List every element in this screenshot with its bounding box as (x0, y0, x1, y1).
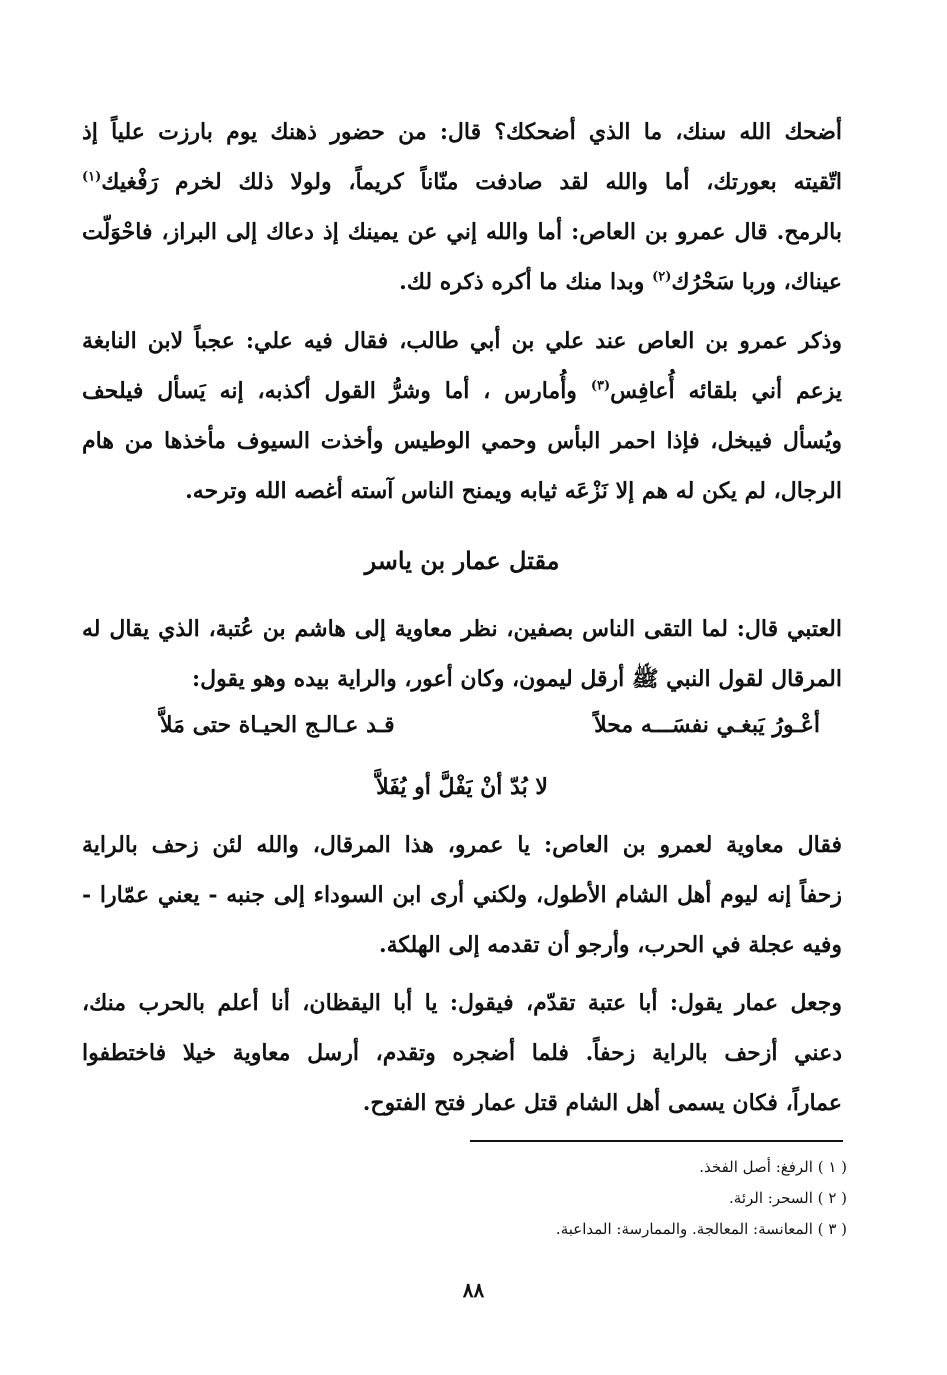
text-line: الرجال، لم يكن له هم إلا نَزْعَه ثيابه ويمنح الناس آسته أغصه الله وترحه. (185, 478, 842, 504)
text-line: عماراً، فكان يسمى أهل الشام قتل عمار فتح الفتوح. (362, 1090, 842, 1116)
text-line: وجعل عمار يقول: أبا عتبة تقدّم، فيقول: يا أبا اليقظان، أنا أعلم بالحرب منك، (82, 990, 842, 1016)
text-line: فقال معاوية لعمرو بن العاص: يا عمرو، هذا المرقال، والله لئن زحف بالراية (82, 832, 842, 858)
footnote: ( ١ ) الرفغ: أصل الفخذ. (699, 1158, 847, 1176)
text-line: أضحك الله سنك، ما الذي أضحكك؟ قال: من حضور ذهنك يوم بارزت علياً إذ (82, 119, 842, 145)
text-line: زحفاً إنه ليوم أهل الشام الأطول، ولكني أرى ابن السوداء إلى جنبه - يعني عمّارا - (82, 882, 842, 908)
text-line: المرقال لقول النبي ﷺ أرقل ليمون، وكان أعور، والراية بيده وهو يقول: (192, 666, 842, 692)
paragraph-4 (82, 820, 842, 970)
paragraph-2 (82, 316, 842, 516)
text-line: بالرمح. قال عمرو بن العاص: أما والله إني عن يمينك إذ دعاك إلى البراز، فاحْوَلّت (82, 219, 842, 245)
verse-hemistich: قـد عـالـج الحيـاة حتى مَلاَّ (160, 712, 395, 738)
text-line: وفيه عجلة في الحرب، وأرجو أن تقدمه إلى الهلكة. (378, 932, 842, 958)
text-line: عيناك، وربا سَحْرُك$^{(٢)}$ وبدا منك ما أكره ذكره لك. (399, 269, 842, 295)
text-line: وذكر عمرو بن العاص عند علي بن أبي طالب، فقال فيه علي: عجباً لابن النابغة (82, 328, 842, 354)
footnote: ( ٢ ) السحر: الرئة. (729, 1189, 847, 1207)
page-number: ٨٨ (462, 1278, 485, 1302)
footnote-marker: (٢) (652, 269, 672, 285)
footnotes (82, 1152, 847, 1245)
text-line: اتّقيته بعورتك، أما والله لقد صادفت منّاناً كريماً، ولولا ذلك لخرم رَفْغيك$^{(١)}$ (82, 169, 842, 195)
paragraph-1 (82, 107, 842, 307)
text-line: يزعم أني بلقائه أُعافِس$^{(٣)}$ وأُمارس ، أما وشرُّ القول أكذبه، إنه يَسأل فيلحف (82, 378, 842, 404)
verse-hemistich: أعْـورُ يَبغـي نفسَـــه محلاً (594, 712, 820, 738)
text-line: دعني أزحف بالراية زحفاً. فلما أضجره وتقدم، أرسل معاوية خيلا فاختطفوا (82, 1040, 842, 1066)
footnote-marker: (٣) (590, 378, 611, 394)
footnote-divider (470, 1140, 843, 1142)
text-line: العتبي قال: لما التقى الناس بصفين، نظر معاوية إلى هاشم بن عُتبة، الذي يقال له (82, 616, 842, 642)
text-line: ويُسأل فيبخل، فإذا احمر البأس وحمي الوطيس وأخذت السيوف مأخذها من هام (82, 428, 842, 454)
verse-line (82, 700, 842, 750)
footnote-marker: (١) (82, 169, 102, 185)
paragraph-3 (82, 604, 842, 704)
footnote: ( ٣ ) المعانسة: المعالجة. والممارسة: المداعبة. (555, 1220, 847, 1238)
paragraph-5 (82, 978, 842, 1128)
section-heading: مقتل عمار بن ياسر (364, 546, 560, 575)
verse-line: لا بُدّ أنْ يَفْلَّ أو يُفَلاَّ (376, 774, 548, 800)
